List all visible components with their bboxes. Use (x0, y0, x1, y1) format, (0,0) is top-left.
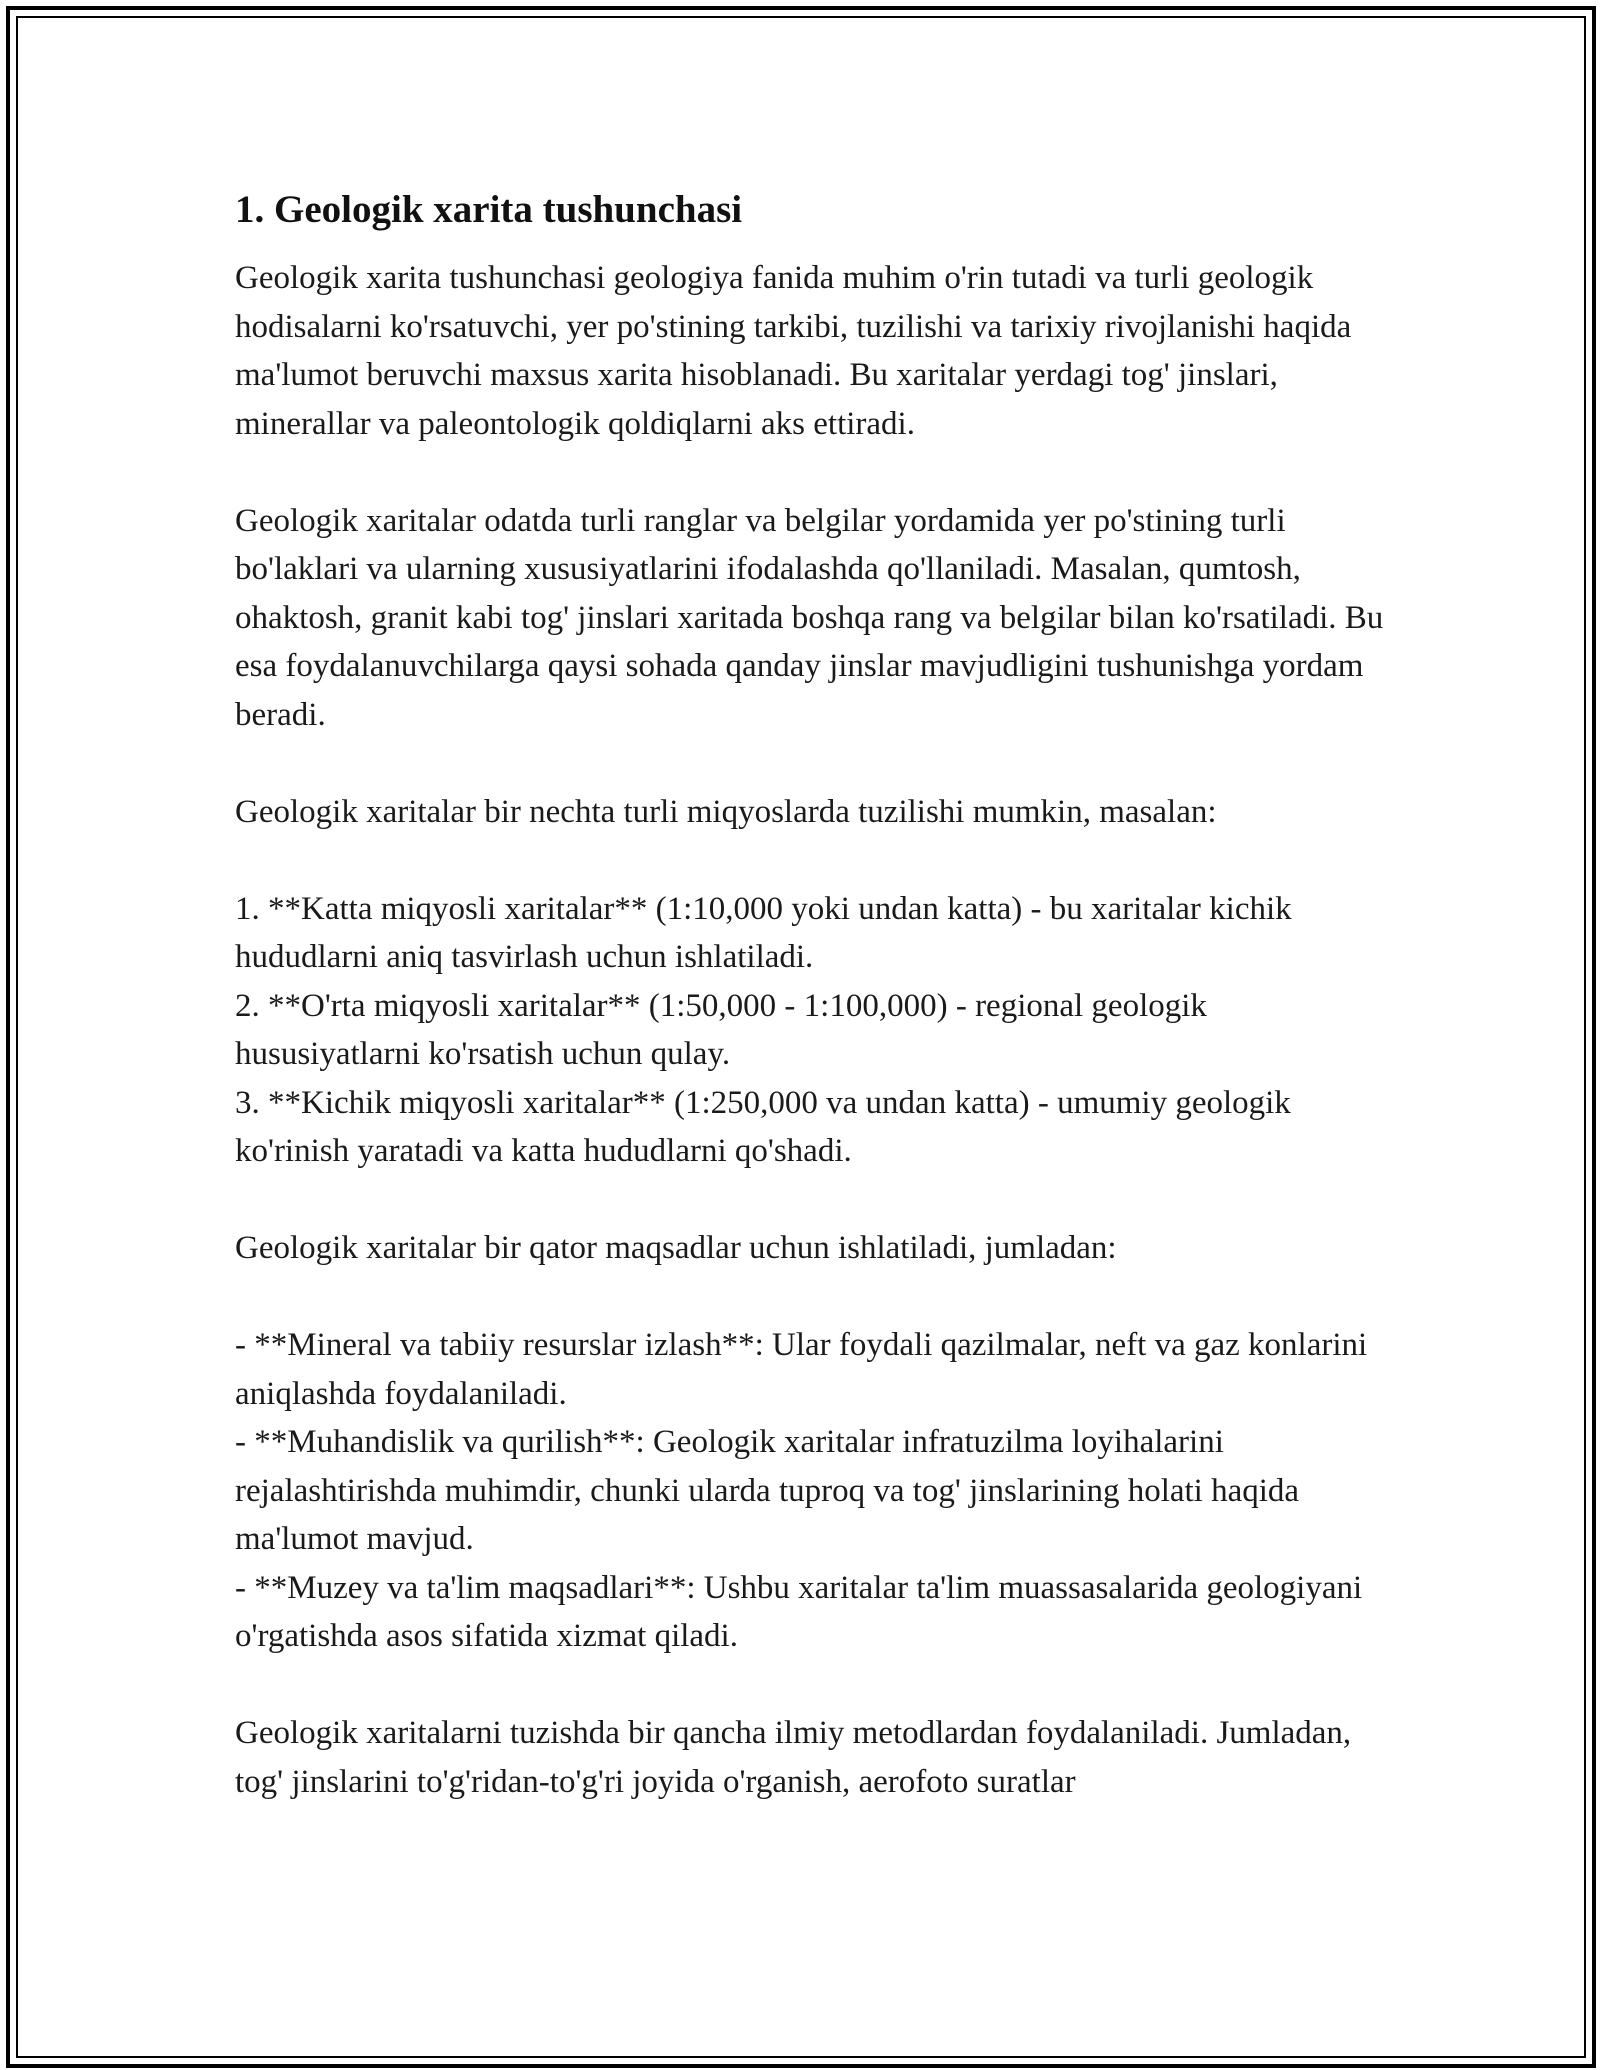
paragraph-colors-symbols: Geologik xaritalar odatda turli ranglar va belgilar yordamida yer po'stining turli bo'laklari va ularning xususiyatlarini ifodalashda qo'llaniladi. Masalan, qumtosh, ohaktosh, granit kabi tog' jinslari xaritada boshqa rang va belgilar bilan ko'rsatiladi. Bu esa foydalanuvchilarga qaysi sohada qanday jinslar mavjudligini tushunishga yordam beradi. (235, 502, 1384, 733)
section-heading: 1. Geologik xarita tushunchasi (235, 188, 743, 231)
document-body (235, 186, 1385, 1855)
paragraph-scales-intro: Geologik xaritalar bir nechta turli miqyoslarda tuzilishi mumkin, masalan: (235, 793, 1217, 830)
list-item: 3. **Kichik miqyosli xaritalar** (1:250,000 va undan katta) - umumiy geologik ko'rinish yaratadi va katta hududlarni qo'shadi. (235, 1084, 1291, 1169)
list-item: 1. **Katta miqyosli xaritalar** (1:10,000 yoki undan katta) - bu xaritalar kichik hududlarni aniq tasvirlash uchun ishlatiladi. (235, 890, 1292, 975)
list-item: - **Muzey va ta'lim maqsadlari**: Ushbu xaritalar ta'lim muassasalarida geologiyani o'rgatishda asos sifatida xizmat qiladi. (235, 1569, 1363, 1654)
scale-list (235, 885, 1385, 1176)
paragraph-purposes-intro: Geologik xaritalar bir qator maqsadlar uchun ishlatiladi, jumladan: (235, 1230, 1117, 1266)
paragraph-methods: Geologik xaritalarni tuzishda bir qancha ilmiy metodlardan foydalaniladi. Jumladan, tog' jinslarini to'g'ridan-to'g'ri joyida o'rganish, aerofoto suratlar (235, 1715, 1352, 1800)
paragraph-intro: Geologik xarita tushunchasi geologiya fanida muhim o'rin tutadi va turli geologik hodisalarni ko'rsatuvchi, yer po'stining tarkibi, tuzilishi va tarixiy rivojlanishi haqida ma'lumot beruvchi maxsus xarita hisoblanadi. Bu xaritalar yerdagi tog' jinslari, minerallar va paleontologik qoldiqlarni aks ettiradi. (235, 260, 1352, 442)
list-item: - **Mineral va tabiiy resurslar izlash**: Ular foydali qazilmalar, neft va gaz konlarini aniqlashda foydalaniladi. (235, 1327, 1368, 1412)
list-item: - **Muhandislik va qurilish**: Geologik xaritalar infratuzilma loyihalarini rejalashtirishda muhimdir, chunki ularda tuproq va tog' jinslarining holati haqida ma'lumot mavjud. (235, 1424, 1300, 1557)
purpose-list (235, 1321, 1385, 1661)
list-item: 2. **O'rta miqyosli xaritalar** (1:50,000 - 1:100,000) - regional geologik hususiyatlarni ko'rsatish uchun qulay. (235, 987, 1207, 1072)
